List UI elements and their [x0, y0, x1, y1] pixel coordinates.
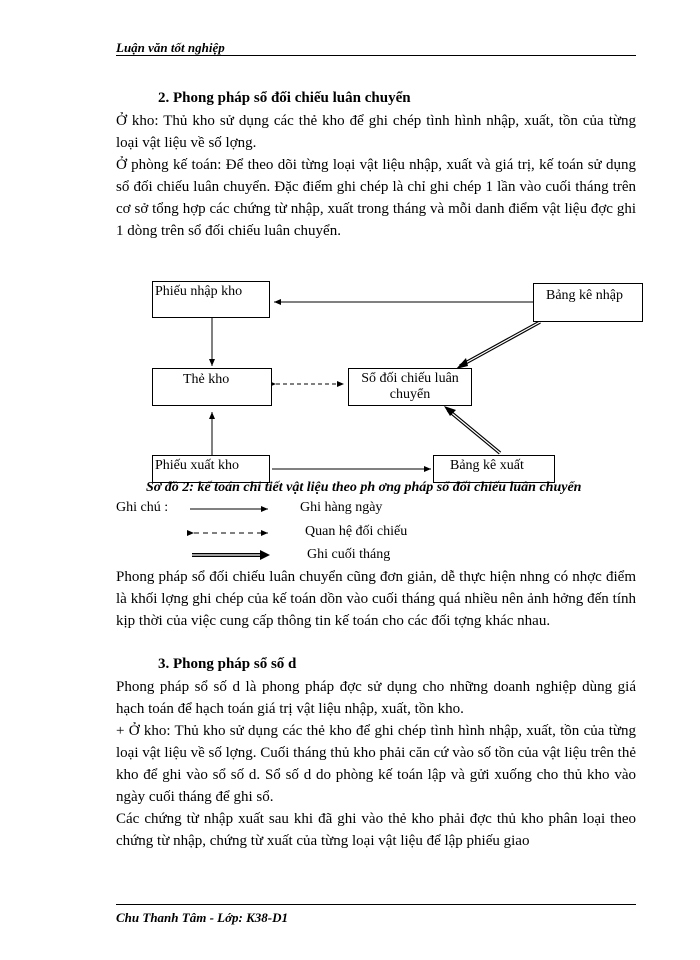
box-bang-ke-nhap: Bảng kê nhập — [533, 283, 643, 322]
legend-compare-label: Quan hệ đối chiếu — [305, 524, 408, 539]
paragraph-chung-tu: Các chứng từ nhập xuất sau khi đã ghi vào thẻ kho phải đợc thủ kho phân loại theo chứng từ nhập, chứng từ xuất của từng loại vật liệu để lập phiếu giao — [116, 811, 636, 849]
page-header: Luận văn tốt nghiệp — [116, 40, 225, 55]
box-so-doi-chieu-luan-chuyen: Sổ đối chiếu luân chuyển — [348, 368, 472, 406]
footer-rule — [116, 904, 636, 905]
box-the-kho: Thẻ kho — [152, 368, 272, 406]
paragraph-evaluation: Phong pháp sổ đối chiếu luân chuyển cũng đơn giản, dễ thực hiện nhng có nhợc điểm là khối lợng ghi chép của kế toán dồn vào cuối tháng quá nhiều nên ảnh hởng đến tính kịp thời của việc cung cấp thông tin kế toán cho các đối tợng khác nhau. — [116, 569, 636, 629]
paragraph-kho: Ở kho: Thủ kho sử dụng các thẻ kho để ghi chép tình hình nhập, xuất, tồn của từng loại vật liệu về số lợng. — [116, 113, 636, 151]
paragraph-phong-ke-toan: Ở phòng kế toán: Để theo dõi từng loại vật liệu nhập, xuất và giá trị, kế toán sử dụng sổ đối chiếu luân chuyển. Đặc điểm ghi chép là chỉ ghi chép 1 lần vào cuối tháng trên cơ sở tổng hợp các chứng từ nhập, xuất trong tháng và mỗi danh điểm vật liệu đợc ghi 1 dòng trên sổ đối chiếu luân chuyển. — [116, 157, 636, 239]
section-3-heading: 3. Phong pháp sổ số d — [158, 656, 297, 672]
legend-daily-label: Ghi hàng ngày — [300, 500, 383, 515]
box-phieu-xuat-kho: Phiếu xuất kho — [152, 455, 270, 483]
paragraph-so-so-du-kho: + Ở kho: Thủ kho sử dụng các thẻ kho để ghi chép tình hình nhập, xuất, tồn của từng loại vật liệu về số lợng. Cuối tháng thủ kho phải căn cứ vào số tồn của vật liệu trên thẻ kho để ghi vào sổ số d. Sổ số d do phòng kế toán lập và gửi xuống cho thủ kho vào ngày cuối tháng để ghi sổ. — [116, 723, 636, 805]
box-bang-ke-xuat: Bảng kê xuất — [433, 455, 555, 483]
paragraph-so-so-du-intro: Phong pháp sổ số d là phong pháp đợc sử dụng cho những doanh nghiệp dùng giá hạch toán để hạch toán giá trị vật liệu nhập, xuất, tồn kho. — [116, 679, 636, 717]
section-2-heading: 2. Phong pháp sổ đối chiếu luân chuyển — [158, 90, 411, 106]
page-footer: Chu Thanh Tâm - Lớp: K38-D1 — [116, 910, 289, 925]
legend-monthend-label: Ghi cuối tháng — [307, 547, 391, 562]
legend-title: Ghi chú : — [116, 500, 169, 515]
box-phieu-nhap-kho: Phiếu nhập kho — [152, 281, 270, 318]
diagram-caption: Sơ đồ 2: kế toán chi tiết vật liệu theo ph ơng pháp sổ đối chiếu luân chuyển — [146, 480, 582, 495]
